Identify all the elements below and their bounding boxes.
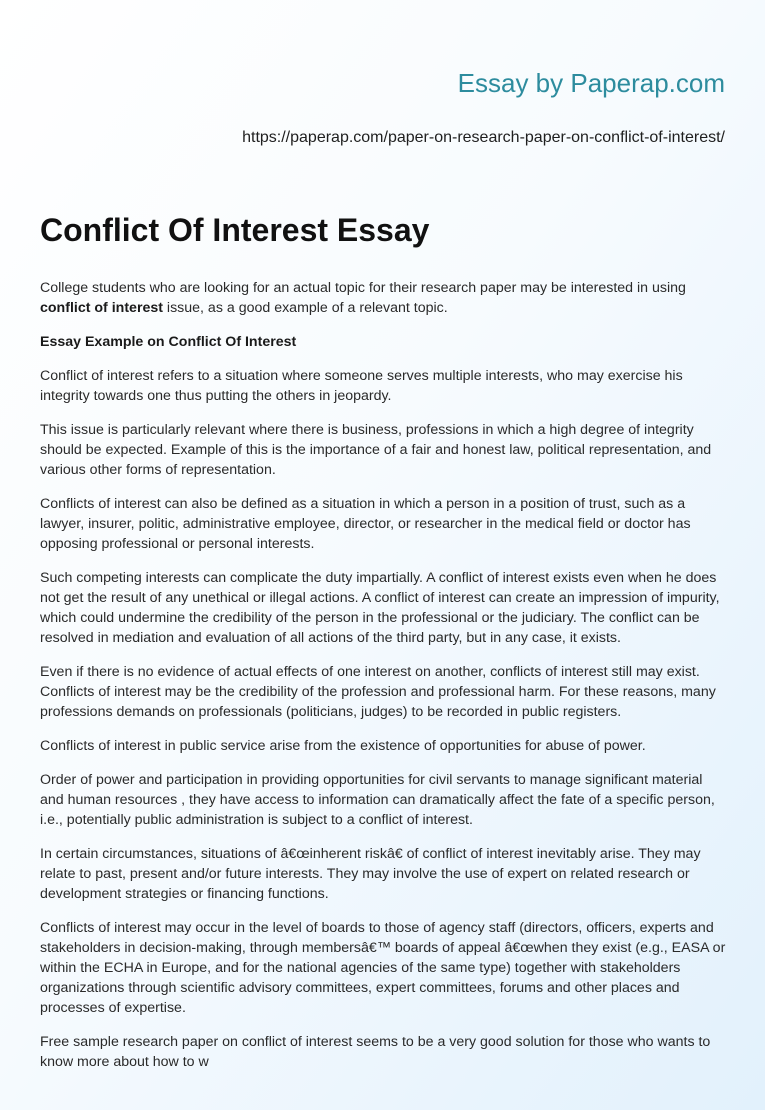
intro-keyword: conflict of interest [40, 300, 163, 316]
essay-paragraph: Conflict of interest refers to a situation where someone serves multiple interests, who may exercise his integrity towards one thus putting the others in jeopardy. [40, 368, 683, 404]
page-title: Conflict Of Interest Essay [40, 212, 430, 248]
essay-subheading: Essay Example on Conflict Of Interest [40, 334, 297, 350]
essay-paragraph: Order of power and participation in providing opportunities for civil servants to manage significant material and human resources , they have access to information can dramatically affect the fate of a specific person, i.e., potentially public administration is subject to a conflict of interest. [40, 772, 715, 828]
essay-paragraph: This issue is particularly relevant where there is business, professions in which a high degree of integrity should be expected. Example of this is the importance of a fair and honest law, political representation, and various other forms of representation. [40, 422, 712, 478]
essay-paragraph: Even if there is no evidence of actual effects of one interest on another, conflicts of interest still may exist. Conflicts of interest may be the credibility of the profession and professional harm. For these reasons, many professions demands on professionals (politicians, judges) to be recorded in public registers. [40, 664, 716, 720]
source-url: https://paperap.com/paper-on-research-paper-on-conflict-of-interest/ [242, 129, 725, 146]
essay-paragraph: Such competing interests can complicate the duty impartially. A conflict of interest exists even when he does not get the result of any unethical or illegal actions. A conflict of interest can create an impression of impurity, which could undermine the credibility of the person in the professional or the judiciary. The conflict can be resolved in mediation and evaluation of all actions of the third party, but in any case, it exists. [40, 570, 720, 646]
essay-body [40, 278, 730, 1086]
essay-paragraph: Free sample research paper on conflict of interest seems to be a very good solution for those who wants to know more about how to w [40, 1034, 711, 1070]
intro-paragraph [40, 278, 730, 318]
site-brand-link[interactable]: Essay by Paperap.com [457, 68, 725, 98]
essay-paragraph: Conflicts of interest may occur in the level of boards to those of agency staff (directors, officers, experts and stakeholders in decision-making, through membersâ€™ boards of appeal â€œwhen they exist (e.g., EASA or within the ECHA in Europe, and for the national agencies of the same type) together with stakeholders organizations through scientific advisory committees, expert committees, forums and other places and processes of expertise. [40, 920, 726, 1016]
intro-text-after: issue, as a good example of a relevant topic. [162, 300, 448, 316]
intro-text-before: College students who are looking for an actual topic for their research paper may be interested in using [40, 280, 686, 296]
essay-paragraph: Conflicts of interest can also be defined as a situation in which a person in a position of trust, such as a lawyer, insurer, politic, administrative employee, director, or researcher in the medical field or doctor has opposing professional or personal interests. [40, 496, 691, 552]
essay-paragraph: Conflicts of interest in public service arise from the existence of opportunities for abuse of power. [40, 738, 646, 754]
essay-paragraph: In certain circumstances, situations of â€œinherent riskâ€ of conflict of interest inevitably arise. They may relate to past, present and/or future interests. They may involve the use of expert on related research or development strategies or financing functions. [40, 846, 701, 902]
